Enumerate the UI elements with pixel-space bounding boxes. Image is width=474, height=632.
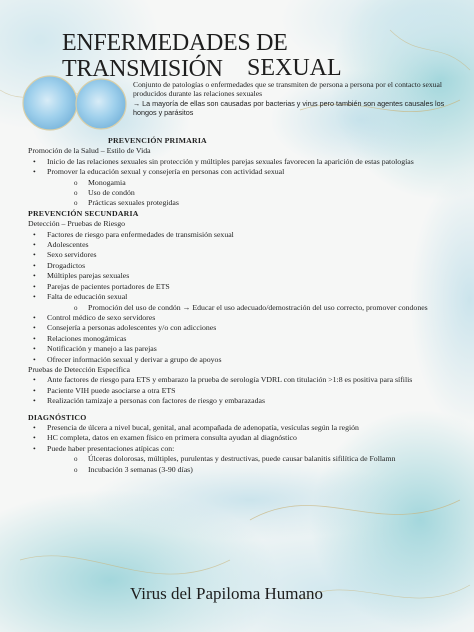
list-item: • Notificación y manejo a las parejas [28, 344, 448, 354]
list-item: • Sexo servidores [28, 250, 448, 260]
page-title-line-1: ENFERMEDADES DE TRANSMISIÓN [62, 30, 288, 82]
subheading-deteccion: Detección – Pruebas de Riesgo [28, 219, 126, 229]
heading-prevencion-primaria: PREVENCIÓN PRIMARIA [108, 136, 207, 145]
list-item: • Promover la educación sexual y consejería en personas con actividad sexual [28, 167, 448, 177]
sub-list-item: o Úlceras dolorosas, múltiples, purulentas y destructivas, puede causar balanitis sifilítica de Follamn [28, 454, 448, 464]
list-primaria [28, 157, 448, 209]
intro-definition: Conjunto de patologías o enfermedades que se transmiten de persona a persona por el contacto sexual producidos durante las relaciones sexuales [133, 80, 442, 99]
list-item: • Presencia de úlcera a nivel bucal, genital, anal acompañada de adenopatía, vesículas según la región [28, 423, 448, 433]
list-item: • Factores de riesgo para enfermedades de transmisión sexual [28, 230, 448, 240]
list-item: • Ante factores de riesgo para ETS y embarazo la prueba de serología VDRL con titulación >1:8 es positiva para sífilis [28, 375, 448, 385]
list-diagnostico [28, 423, 448, 475]
sub-list-item: o Uso de condón [28, 188, 448, 198]
intro-causes: → La mayoría de ellas son causadas por bacterias y virus pero también son agentes causales los hongos y parásitos [133, 98, 445, 117]
list-item: • Paciente VIH puede asociarse a otra ETS [28, 386, 448, 396]
sub-list-item: o Incubación 3 semanas (3-90 días) [28, 465, 448, 475]
subheading-promocion: Promoción de la Salud – Estilo de Vida [28, 146, 151, 156]
sub-list-item: o Promoción del uso de condón → Educar el uso adecuado/demostración del uso correcto, promover condones [28, 303, 448, 313]
list-item: • Ofrecer información sexual y derivar a grupo de apoyos [28, 355, 448, 365]
list-secundaria [28, 230, 448, 365]
list-item: • Inicio de las relaciones sexuales sin protección y múltiples parejas sexuales favorecen la aparición de estas patologías [28, 157, 448, 167]
list-item: • Falta de educación sexual [28, 292, 448, 302]
heading-prevencion-secundaria: PREVENCIÓN SECUNDARIA [28, 208, 139, 218]
list-item: • Adolescentes [28, 240, 448, 250]
list-item: • Puede haber presentaciones atípicas con: [28, 444, 448, 454]
intro-block [133, 80, 453, 117]
list-pruebas [28, 375, 448, 406]
list-item: • HC completa, datos en examen físico en primera consulta ayudan al diagnóstico [28, 433, 448, 443]
page-title-line-2: SEXUAL [247, 55, 342, 81]
list-item: • Drogadictos [28, 261, 448, 271]
sub-list-item: o Monogamia [28, 178, 448, 188]
list-item: • Consejería a personas adolescentes y/o con adicciones [28, 323, 448, 333]
list-item: • Múltiples parejas sexuales [28, 271, 448, 281]
list-item: • Control médico de sexo servidores [28, 313, 448, 323]
list-item: • Realización tamizaje a personas con factores de riesgo y embarazadas [28, 396, 448, 406]
list-item: • Relaciones monogámicas [28, 334, 448, 344]
sub-list-item: o Prácticas sexuales protegidas [28, 198, 448, 208]
next-section-title: Virus del Papiloma Humano [130, 584, 324, 603]
subheading-pruebas: Pruebas de Detección Específica [28, 364, 130, 374]
heading-diagnostico: DIAGNÓSTICO [28, 412, 87, 422]
document-body [28, 136, 448, 475]
list-item: • Parejas de pacientes portadores de ETS [28, 282, 448, 292]
